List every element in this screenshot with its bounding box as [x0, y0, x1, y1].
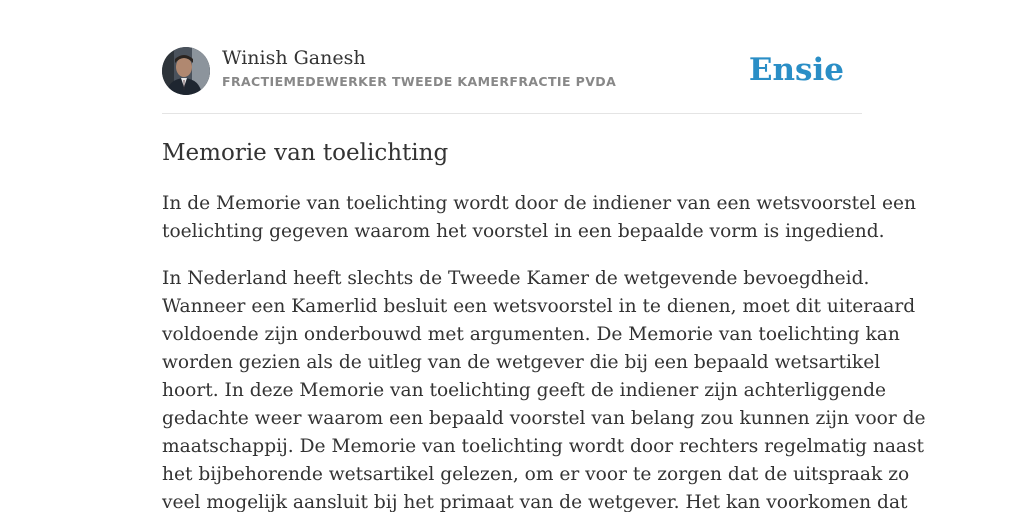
header-divider [162, 113, 862, 114]
author-header [162, 46, 862, 96]
avatar-photo [162, 47, 210, 95]
author-avatar[interactable] [162, 47, 210, 95]
text-line: het bijbehorende wetsartikel gelezen, om er voor te zorgen dat de uitspraak zo [162, 464, 910, 485]
article-title: Memorie van toelichting [162, 140, 449, 166]
text-line: veel mogelijk aansluit bij het primaat van de wetgever. Het kan voorkomen dat [162, 492, 908, 512]
text-line: Wanneer een Kamerlid besluit een wetsvoorstel in te dienen, moet dit uiteraard [162, 296, 916, 317]
paragraph-body [162, 265, 926, 512]
text-line: hoort. In deze Memorie van toelichting geeft de indiener zijn achterliggende [162, 380, 887, 401]
author-name[interactable]: Winish Ganesh [222, 47, 366, 69]
text-line: gedachte weer waarom een bepaald voorstel van belang zou kunnen zijn voor de [162, 408, 926, 429]
author-role: FRACTIEMEDEWERKER TWEEDE KAMERFRACTIE PVDA [222, 74, 617, 89]
article-body [162, 190, 926, 512]
text-line: maatschappij. De Memorie van toelichting wordt door rechters regelmatig naast [162, 436, 925, 457]
text-line: In de Memorie van toelichting wordt door de indiener van een wetsvoorstel een [162, 193, 916, 214]
text-line: worden gezien als de uitleg van de wetgever die bij een bepaald wetsartikel [162, 352, 881, 373]
paragraph-intro [162, 190, 916, 246]
text-line: voldoende zijn onderbouwd met argumenten. De Memorie van toelichting kan [162, 324, 900, 345]
text-line: toelichting gegeven waarom het voorstel in een bepaalde vorm is ingediend. [162, 221, 885, 242]
brand-logo[interactable]: Ensie [748, 52, 844, 88]
text-line: In Nederland heeft slechts de Tweede Kamer de wetgevende bevoegdheid. [162, 268, 870, 289]
